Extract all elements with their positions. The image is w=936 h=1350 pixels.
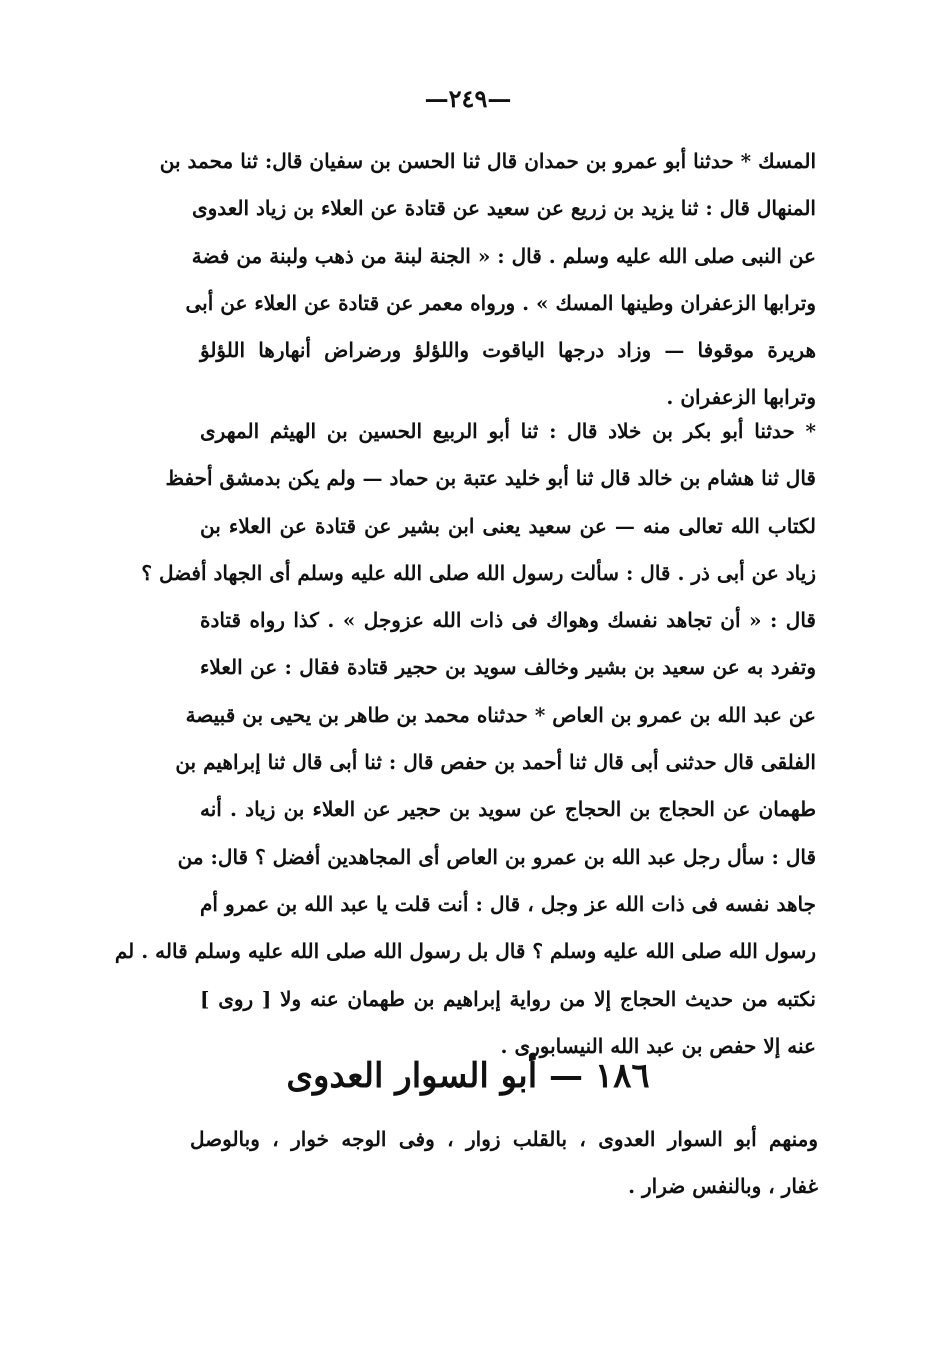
text-line: عن عبد الله بن عمرو بن العاص * حدثناه محمد بن طاهر بن يحيى بن قبيصة	[185, 702, 816, 727]
text-line: قال : سأل رجل عبد الله بن عمرو بن العاص أى المجاهدين أفضل ؟ قال: من	[177, 844, 816, 869]
section-paragraph	[190, 1116, 818, 1211]
text-line: قال : « أن تجاهد نفسك وهواك فى ذات الله عزوجل » . كذا رواه قتادة	[200, 608, 816, 633]
text-line: المنهال قال : ثنا يزيد بن زريع عن سعيد عن قتادة عن العلاء بن زياد العدوى	[191, 196, 816, 221]
text-line: المسك * حدثنا أبو عمرو بن حمدان قال ثنا الحسن بن سفيان قال: ثنا محمد بن	[159, 149, 816, 173]
text-line: زياد عن أبى ذر . قال : سألت رسول الله صلى الله عليه وسلم أى الجهاد أفضل ؟	[141, 560, 816, 585]
text-line: غفار ، وبالنفس ضرار .	[628, 1174, 818, 1199]
text-line: عنه إلا حفص بن عبد الله النيسابورى .	[500, 1033, 816, 1058]
text-line: هريرة موقوفا — وزاد درجها الياقوت واللؤلؤ ورضراض أنهارها اللؤلؤ	[200, 338, 816, 363]
text-line: * حدثنا أبو بكر بن خلاد قال : ثنا أبو الربيع الحسين بن الهيثم المهرى	[200, 419, 816, 443]
text-line: نكتبه من حديث الحجاج إلا من رواية إبراهيم بن طهمان عنه ولا [ روى ]	[200, 986, 816, 1011]
text-line: وترابها الزعفران .	[666, 385, 816, 410]
text-line: طهمان عن الحجاج بن الحجاج عن سويد بن حجير عن العلاء بن زياد . أنه	[200, 797, 816, 822]
text-line: ومنهم أبو السوار العدوى ، بالقلب زوار ، وفى الوجه خوار ، وبالوصل	[190, 1127, 818, 1151]
text-line: وتفرد به عن سعيد بن بشير وخالف سويد بن حجير قتادة فقال : عن العلاء	[200, 655, 816, 680]
paragraph-1	[159, 138, 816, 422]
text-line: جاهد نفسه فى ذات الله عز وجل ، قال : أنت قلت يا عبد الله بن عمرو أم	[200, 891, 816, 916]
text-line: عن النبى صلى الله عليه وسلم . قال : « الجنة لبنة من ذهب ولبنة من فضة	[191, 243, 816, 268]
page-number: —٢٤٩—	[424, 84, 512, 113]
text-line: رسول الله صلى الله عليه وسلم ؟ قال بل رسول الله صلى الله عليه وسلم قاله . لم	[114, 939, 816, 964]
paragraph-2	[114, 408, 816, 1070]
text-line: وترابها الزعفران وطينها المسك » . ورواه معمر عن قتادة عن العلاء عن أبى	[185, 290, 816, 315]
text-line: الفلقى قال حدثنى أبى قال ثنا أحمد بن حفص قال : ثنا أبى قال ثنا إبراهيم بن	[175, 750, 816, 775]
text-line: لكتاب الله تعالى منه — عن سعيد يعنى ابن بشير عن قتادة عن العلاء بن	[200, 513, 816, 538]
text-line: قال ثنا هشام بن خالد قال ثنا أبو خليد عتبة بن حماد — ولم يكن بدمشق أحفظ	[165, 466, 816, 491]
section-heading: ١٨٦ — أبو السوار العدوى	[286, 1056, 650, 1096]
